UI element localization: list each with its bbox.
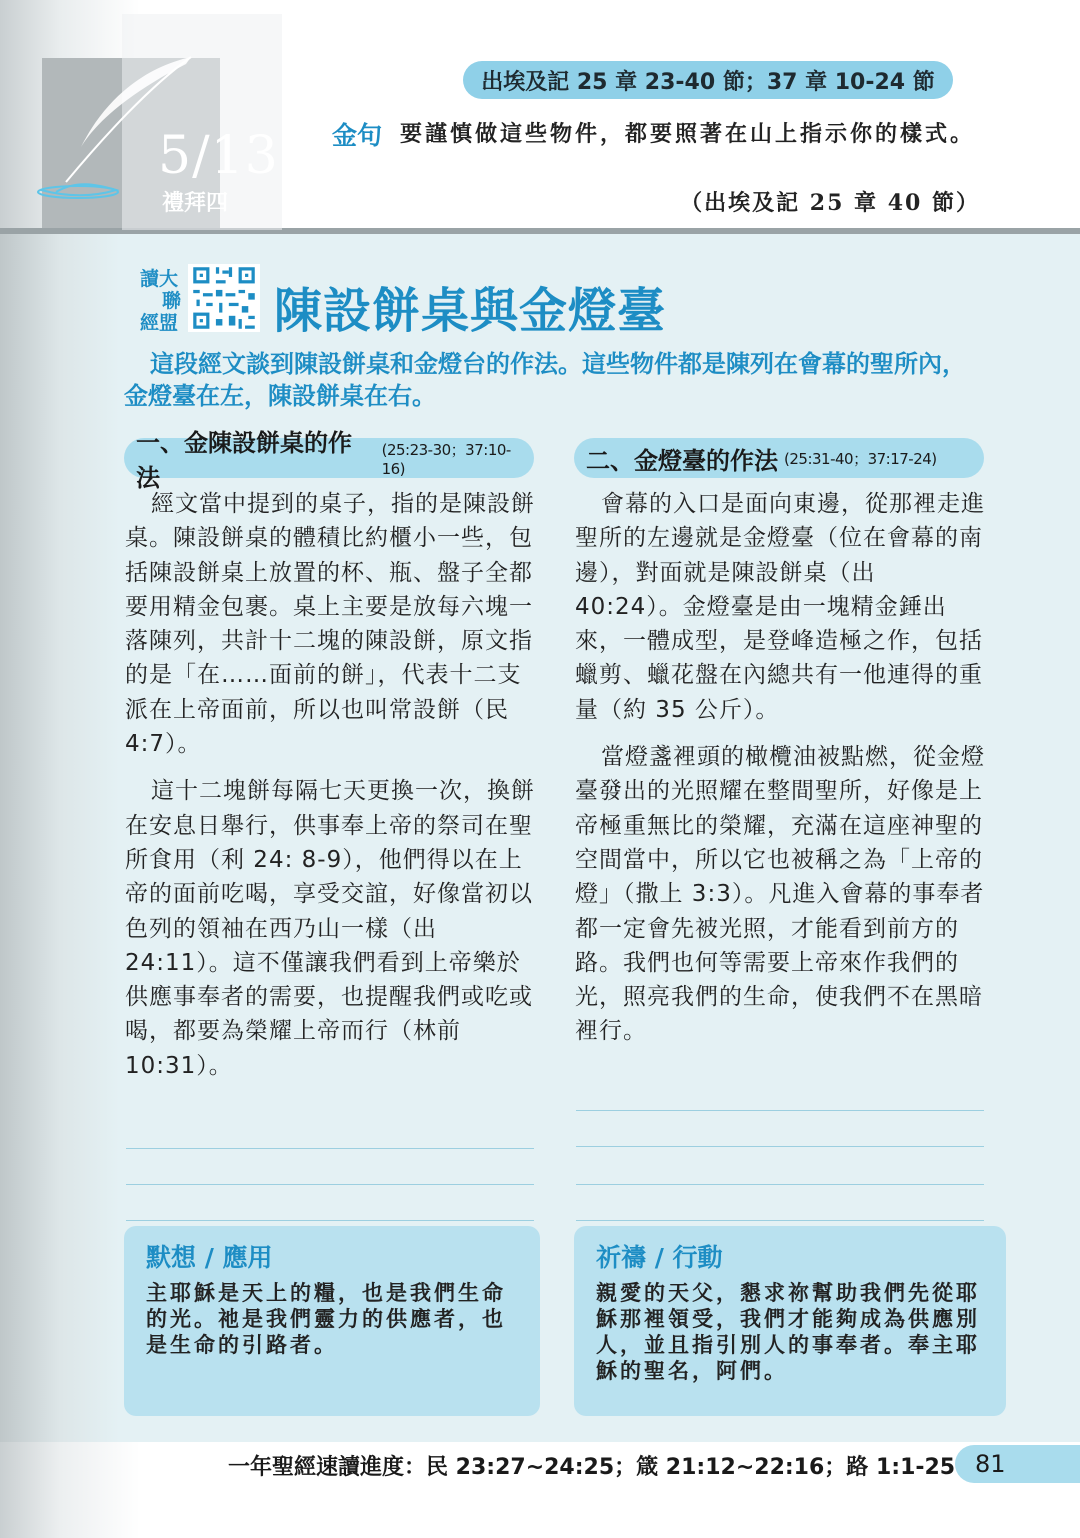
- body-paragraph: 這十二塊餅每隔七天更換一次，換餅在安息日舉行，供事奉上帝的祭司在聖所食用（利 24: 8-9），他們得以在上帝的面前吃喝，享受交誼，好像當初以色列的領袖在西乃山一樣（出 24:11）。這不僅讓我們看到上帝樂於供應事奉者的需要，也提醒我們或吃或喝，都要為榮耀上帝而行（林前 10:31）。: [125, 778, 535, 1079]
- page-number: 81: [955, 1445, 1080, 1483]
- body-paragraph: 經文當中提到的桌子，指的是陳設餅桌。陳設餅桌的體積比約櫃小一些，包括陳設餅桌上放置的杯、瓶、盤子全都要用精金包裹。桌上主要是放每六塊一落陳列，共計十二塊的陳設餅，原文指的是「在……面前的餅」，代表十二支派在上帝面前，所以也叫常設餅（民 4:7）。: [125, 491, 535, 758]
- prayer-text: 親愛的天父，懇求祢幫助我們先從耶穌那裡領受，我們才能夠成為供應別人，並且指引別人的事奉者。奉主耶穌的聖名，阿們。: [596, 1280, 980, 1383]
- section-heading-text: 二、金燈臺的作法: [586, 446, 778, 475]
- read-label-line: 讀大: [140, 268, 179, 290]
- body-paragraph: 當燈盞裡頭的橄欖油被點燃，從金燈臺發出的光照耀在整間聖所，好像是上帝極重無比的榮耀，充滿在這座神聖的空間當中，所以它也被稱之為「上帝的燈」（撒上 3:3）。凡進入會幕的事奉者都一定會先被光照，才能看到前方的路。我們也何等需要上帝來作我們的光，照亮我們的生命，使我們不在黑暗裡行。: [575, 744, 985, 1045]
- note-line: [126, 1148, 534, 1149]
- qr-code-icon[interactable]: [188, 264, 260, 332]
- section-body-table: [125, 487, 535, 1083]
- prayer-box: [574, 1226, 1006, 1416]
- page-title: 陳設餅桌與金燈臺: [274, 283, 667, 339]
- date-label: 5/13: [158, 126, 279, 186]
- reading-progress: 一年聖經速讀進度：民 23:27~24:25；箴 21:12~22:16；路 1:1-25: [228, 1455, 956, 1480]
- read-together-label: [140, 268, 186, 334]
- section-heading-lampstand: [574, 438, 984, 478]
- read-label-line: 聯: [162, 290, 182, 312]
- golden-verse-reference: （出埃及記 25 章 40 節）: [680, 190, 980, 216]
- meditation-box: [124, 1226, 540, 1416]
- note-line: [126, 1220, 534, 1221]
- meditation-text: 主耶穌是天上的糧，也是我們生命的光。祂是我們靈力的供應者，也是生命的引路者。: [146, 1280, 506, 1357]
- prayer-title: 祈禱 / 行動: [596, 1243, 723, 1272]
- note-line: [576, 1184, 984, 1185]
- section-heading-text: 一、金陳設餅桌的作法: [136, 429, 352, 492]
- section-heading-ref: (25:31-40；37:17-24): [784, 449, 937, 468]
- note-line: [576, 1110, 984, 1111]
- body-paragraph: 會幕的入口是面向東邊，從那裡走進聖所的左邊就是金燈臺（位在會幕的南邊），對面就是陳設餅桌（出 40:24）。金燈臺是由一塊精金錘出來，一體成型，是登峰造極之作，包括蠟剪、蠟花盤在內總共有一他連得的重量（約 35 公斤）。: [575, 491, 985, 723]
- weekday-label: 禮拜四: [162, 191, 229, 216]
- note-line: [576, 1220, 984, 1221]
- section-heading-table: [124, 429, 534, 492]
- section-body-lampstand: [575, 487, 985, 1049]
- note-line: [576, 1146, 984, 1147]
- section-heading-ref: (25:23-30；37:10-16): [381, 440, 511, 478]
- read-label-line: 經盟: [140, 312, 179, 334]
- intro-paragraph: 這段經文談到陳設餅桌和金燈台的作法。這些物件都是陳列在會幕的聖所內，金燈臺在左，陳設餅桌在右。: [124, 350, 966, 410]
- golden-verse-label: 金句: [332, 121, 383, 150]
- note-line: [126, 1184, 534, 1185]
- scripture-reference: 出埃及記 25 章 23-40 節；37 章 10-24 節: [463, 61, 953, 99]
- golden-verse-text: 要謹慎做這些物件，都要照著在山上指示你的樣式。: [400, 121, 976, 147]
- meditation-title: 默想 / 應用: [146, 1243, 273, 1272]
